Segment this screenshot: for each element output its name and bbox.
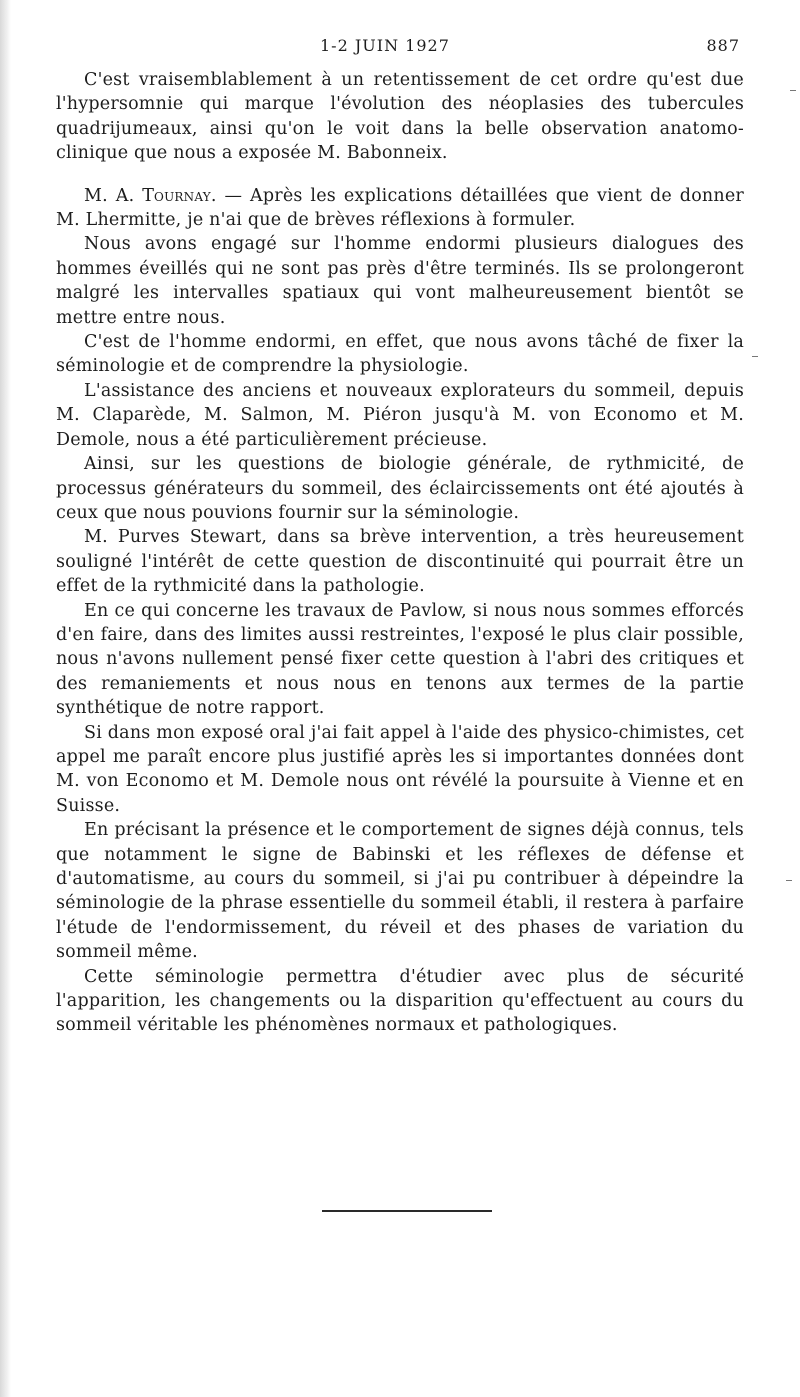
paragraph-1: C'est vraisemblablement à un retentissement de cet ordre qu'est due l'hypersomnie qui marque l'évolution des néoplasies des tubercules quadrijumeaux, ainsi qu'on le voit dans la belle observation anatomo-clinique que nous a exposée M. Babonneix. bbox=[56, 70, 744, 164]
paragraph-6: Ainsi, sur les questions de biologie générale, de rythmicité, de processus générateurs du sommeil, des éclaircissements ont été ajoutés à ceux que nous pouvions fournir sur la séminologie. bbox=[56, 454, 744, 523]
paragraph-10: En précisant la présence et le comportement de signes déjà connus, tels que notamment le signe de Babinski et les réflexes de défense et d'automatisme, au cours du sommeil, si j'ai pu contribuer à dépeindre la séminologie de la phrase essentielle du sommeil établi, il restera à parfaire l'étude de l'endormissement, du réveil et des phases de variation du sommeil même. bbox=[56, 820, 744, 963]
paragraph-2-text: — Après les explications détaillées que vient de donner M. Lhermitte, je n'ai que de brèves réflexions à formuler. bbox=[56, 185, 745, 231]
margin-speck bbox=[752, 356, 758, 357]
paragraph-11: Cette séminologie permettra d'étudier avec plus de sécurité l'apparition, les changements ou la disparition qu'effectuent au cours du sommeil véritable les phénomènes normaux et pathologiques. bbox=[56, 966, 744, 1036]
page-left-edge bbox=[0, 0, 11, 1397]
paragraph-8: En ce qui concerne les travaux de Pavlow, si nous nous sommes efforcés d'en faire, dans des limites aussi restreintes, l'exposé le plus clair possible, nous n'avons nullement pensé fixer cette question à l'abri des critiques et des remaniements et nous nous en tenons aux termes de la partie synthétique de notre rapport. bbox=[56, 600, 744, 719]
paragraph-2 bbox=[56, 184, 744, 233]
margin-speck bbox=[790, 90, 796, 91]
header-date: 1-2 JUIN 1927 bbox=[320, 36, 450, 55]
paragraph-9: Si dans mon exposé oral j'ai fait appel à l'aide des physico-chimistes, cet appel me paraît encore plus justifié après les si importantes données dont M. von Economo et M. Demole nous ont révélé la poursuite à Vienne et en Suisse. bbox=[56, 722, 744, 816]
closing-rule bbox=[322, 1210, 492, 1212]
paragraph-7: M. Purves Stewart, dans sa brève intervention, a très heureusement souligné l'intérêt de cette question de discontinuité qui pourrait être un effet de la rythmicité dans la pathologie. bbox=[56, 527, 744, 597]
page-header bbox=[56, 36, 740, 60]
body-text bbox=[56, 68, 744, 1038]
paragraph-5: L'assistance des anciens et nouveaux explorateurs du sommeil, depuis M. Claparède, M. Salmon, M. Piéron jusqu'à M. von Economo et M. Demole, nous a été particulièrement précieuse. bbox=[56, 380, 744, 450]
speaker-name: M. A. Tournay. bbox=[84, 185, 217, 206]
margin-speck bbox=[786, 880, 792, 881]
paragraph-3: Nous avons engagé sur l'homme endormi plusieurs dialogues des hommes éveillés qui ne sont pas près d'être terminés. Ils se prolongeront malgré les intervalles spatiaux qui vont malheureusement bientôt se mettre entre nous. bbox=[56, 234, 744, 328]
page-number: 887 bbox=[706, 36, 740, 55]
paragraph-4: C'est de l'homme endormi, en effet, que nous avons tâché de fixer la séminologie et de comprendre la physiologie. bbox=[56, 332, 744, 377]
